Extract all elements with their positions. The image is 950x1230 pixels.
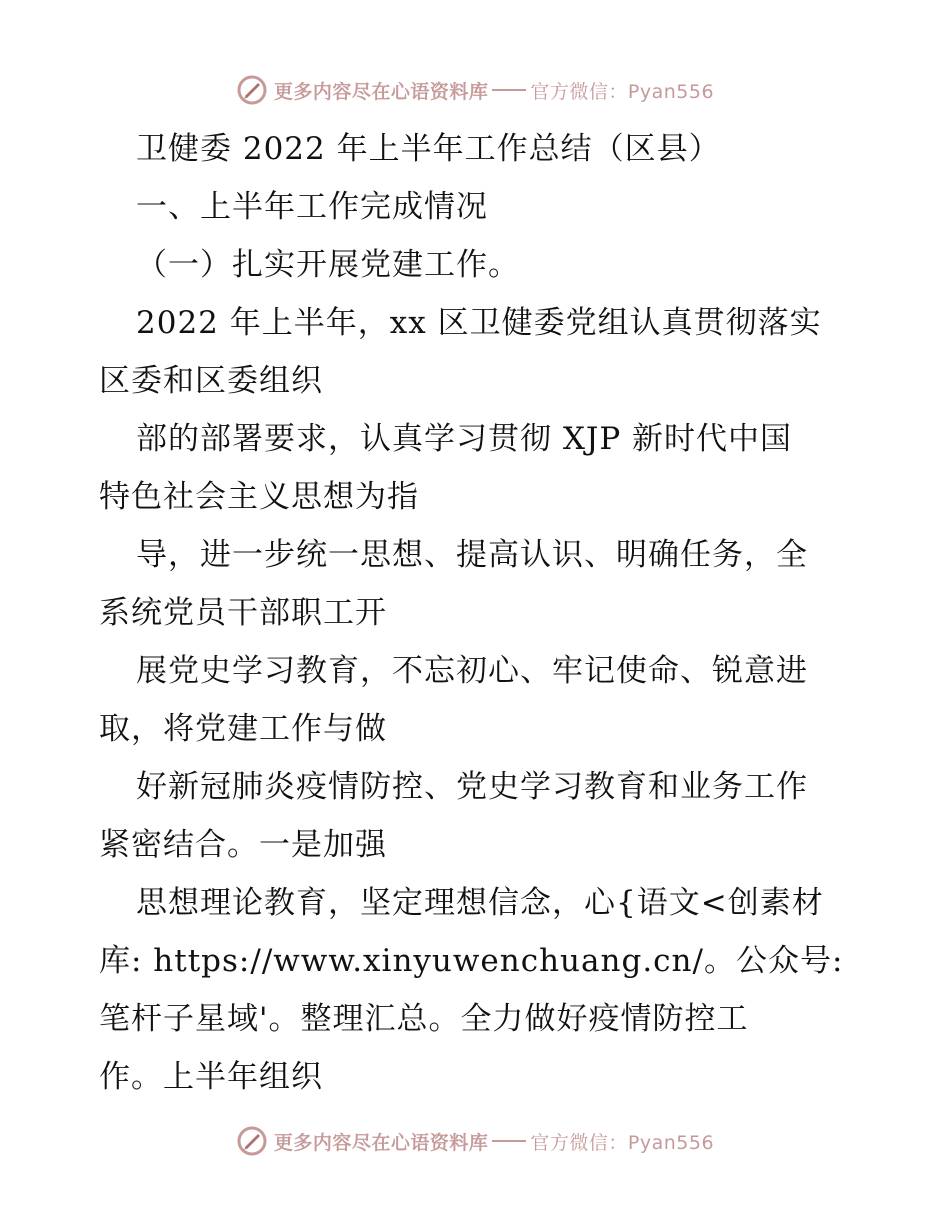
document-body — [99, 120, 859, 1106]
body-line: 思想理论教育，坚定理想信念，心{语文<创素材 — [136, 885, 824, 921]
doc-title: 卫健委 2022 年上半年工作总结（区县） — [136, 131, 721, 167]
watermark-suffix-text: 官方微信：Pyan556 — [530, 1131, 715, 1154]
body-line: 笔杆子星域'。整理汇总。全力做好疫情防控工 — [99, 1001, 749, 1037]
quill-pen-logo-icon — [236, 1125, 268, 1157]
body-line: 部的部署要求，认真学习贯彻 XJP 新时代中国 — [136, 421, 793, 457]
body-line: 取，将党建工作与做 — [99, 711, 387, 747]
watermark-dash — [492, 89, 526, 91]
body-line: 库: https://www.xinyuwenchuang.cn/。公众号: — [99, 943, 844, 979]
watermark-suffix-text: 官方微信：Pyan556 — [530, 80, 715, 103]
quill-pen-logo-icon — [236, 74, 268, 106]
body-line: 系统党员干部职工开 — [99, 595, 387, 631]
subsection-heading: （一）扎实开展党建工作。 — [136, 247, 520, 283]
body-line: 作。上半年组织 — [99, 1059, 323, 1095]
watermark-dash — [492, 1140, 526, 1142]
body-line: 好新冠肺炎疫情防控、党史学习教育和业务工作 — [136, 769, 808, 805]
body-line: 2022 年上半年，xx 区卫健委党组认真贯彻落实 — [136, 305, 822, 341]
body-line: 区委和区委组织 — [99, 363, 323, 399]
watermark-main-text: 更多内容尽在心语资料库 — [273, 1131, 489, 1154]
footer-watermark — [0, 1121, 950, 1161]
body-line: 展党史学习教育，不忘初心、牢记使命、锐意进 — [136, 653, 808, 689]
body-line: 紧密结合。一是加强 — [99, 827, 387, 863]
watermark-main-text: 更多内容尽在心语资料库 — [273, 80, 489, 103]
body-line: 特色社会主义思想为指 — [99, 479, 419, 515]
header-watermark — [0, 70, 950, 110]
body-line: 导，进一步统一思想、提高认识、明确任务，全 — [136, 537, 808, 573]
section-heading: 一、上半年工作完成情况 — [136, 189, 488, 225]
